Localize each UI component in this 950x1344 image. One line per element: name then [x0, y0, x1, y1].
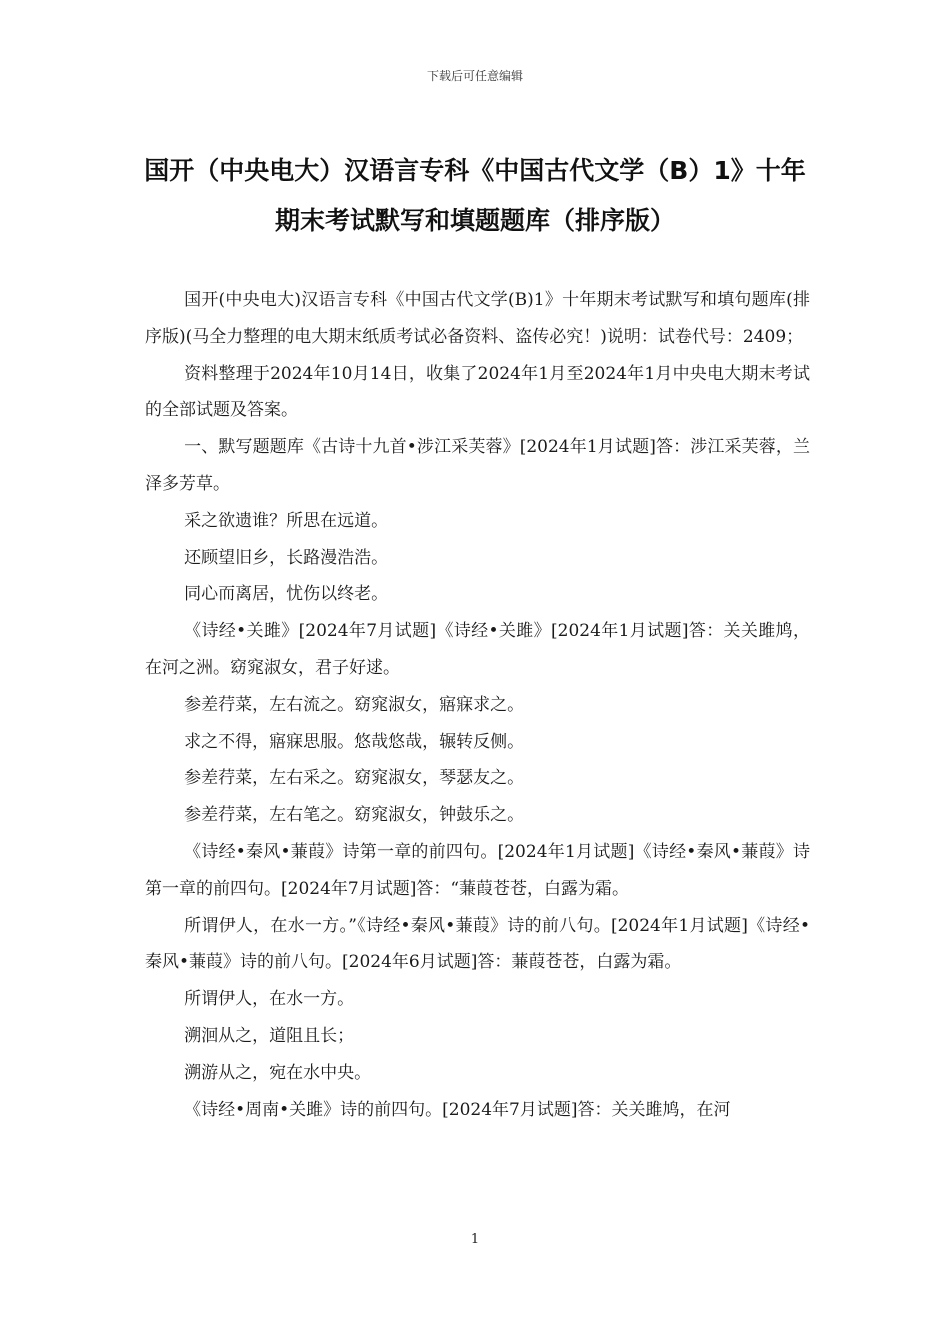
- paragraph: 参差荇菜，左右笔之。窈窕淑女，钟鼓乐之。: [184, 805, 525, 826]
- paragraph: 同心而离居，忧伤以终老。: [184, 584, 389, 605]
- paragraph: 参差荇菜，左右流之。窈窕淑女，寤寐求之。: [184, 694, 525, 715]
- document-title: 国开（中央电大）汉语言专科《中国古代文学（B）1》十年期末考试默写和填题题库（排序版）: [144, 156, 806, 235]
- paragraph: 溯游从之，宛在水中央。: [184, 1062, 372, 1083]
- paragraph: 溯洄从之，道阻且长；: [184, 1025, 355, 1046]
- paragraph: 一、默写题题库《古诗十九首•涉江采芙蓉》[2024年1月试题]答：涉江采芙蓉，兰泽多芳草。: [145, 437, 810, 494]
- paragraph: 《诗经•周南•关雎》诗的前四句。[2024年7月试题]答：关关雎鸠，在河: [184, 1099, 731, 1120]
- paragraph: 所谓伊人，在水一方。”《诗经•秦风•蒹葭》诗的前八句。[2024年1月试题]《诗经•秦风•蒹葭》诗的前八句。[2024年6月试题]答：蒹葭苍苍，白露为霜。: [145, 915, 810, 973]
- paragraph: 采之欲遗谁？所思在远道。: [184, 510, 389, 531]
- header-note: 下载后可任意编辑: [426, 69, 523, 83]
- paragraph: 《诗经•秦风•蒹葭》诗第一章的前四句。[2024年1月试题]《诗经•秦风•蒹葭》诗第一章的前四句。[2024年7月试题]答：“蒹葭苍苍，白露为霜。: [145, 841, 810, 899]
- paragraph: 求之不得，寤寐思服。悠哉悠哉，辗转反侧。: [184, 731, 525, 752]
- paragraph: 参差荇菜，左右采之。窈窕淑女，琴瑟友之。: [184, 768, 525, 789]
- paragraph: 所谓伊人，在水一方。: [184, 989, 355, 1010]
- page-number: 1: [470, 1232, 480, 1247]
- document-body: [145, 282, 810, 1128]
- paragraph: 国开(中央电大)汉语言专科《中国古代文学(B)1》十年期末考试默写和填句题库(排序版)(马全力整理的电大期末纸质考试必备资料、盗传必究！)说明：试卷代号：2409；: [145, 290, 810, 347]
- paragraph: 还顾望旧乡，长路漫浩浩。: [184, 547, 389, 568]
- paragraph: 《诗经•关雎》[2024年7月试题]《诗经•关雎》[2024年1月试题]答：关关雎鸠，在河之洲。窈窕淑女，君子好逑。: [145, 621, 810, 678]
- paragraph: 资料整理于2024年10月14日，收集了2024年1月至2024年1月中央电大期末考试的全部试题及答案。: [145, 363, 810, 421]
